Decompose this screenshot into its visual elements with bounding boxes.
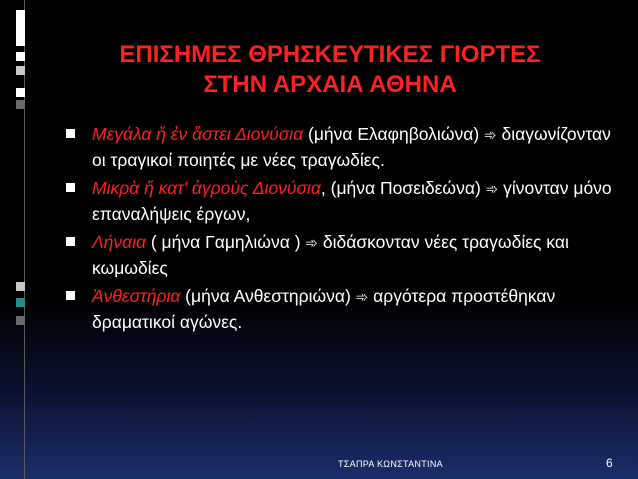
- arrow-icon: ➾: [485, 181, 499, 198]
- festival-month: , (μήνα Ποσειδεώνα): [320, 178, 486, 198]
- slide-decoration-strip: [16, 0, 26, 479]
- festival-month: (μήνα Ελαφηβολιώνα): [303, 124, 485, 144]
- footer-author: ΤΣΑΠΡΑ ΚΩΝΣΤΑΝΤΙΝΑ: [338, 459, 443, 469]
- festival-name: Ἀνθεστήρια: [92, 286, 181, 306]
- bullet-square-icon: [66, 291, 75, 300]
- arrow-icon: ➾: [484, 127, 497, 144]
- title-line-2: ΣΤΗΝ ΑΡΧΑΙΑ ΑΘΗΝΑ: [203, 71, 457, 98]
- festival-description: διαγωνίζονταν οι τραγικοί ποιητές με νέες τραγωδίες.: [92, 124, 611, 170]
- festival-name: Μικρὰ ἤ κατ' ἀγροὺς Διονύσια: [92, 178, 321, 198]
- slide-title: [60, 40, 600, 100]
- bullet-list: [64, 122, 624, 338]
- decoration-square: [16, 282, 25, 291]
- festival-description: διδάσκονταν νέες τραγωδίες και κωμωδίες: [92, 232, 569, 278]
- list-item: [64, 230, 624, 280]
- decoration-square: [16, 88, 25, 97]
- decoration-square: [16, 100, 25, 109]
- festival-name: Λήναια: [92, 232, 146, 252]
- list-item: [64, 284, 624, 334]
- bullet-square-icon: [66, 129, 75, 138]
- decoration-square: [16, 298, 25, 307]
- bullet-square-icon: [66, 237, 75, 246]
- decoration-block: [16, 10, 25, 46]
- decoration-square: [16, 52, 25, 61]
- decoration-square: [16, 66, 25, 75]
- title-line-1: ΕΠΙΣΗΜΕΣ ΘΡΗΣΚΕΥΤΙΚΕΣ ΓΙΟΡΤΕΣ: [119, 41, 541, 68]
- festival-description: γίνονταν μόνο επαναλήψεις έργων,: [92, 178, 612, 224]
- festival-month: ( μήνα Γαμηλιώνα ): [146, 232, 306, 252]
- festival-name: Μεγάλα ἤ ἐν ἄστει Διονύσια: [92, 124, 304, 144]
- list-item: [64, 122, 624, 172]
- festival-description: αργότερα προστέθηκαν δραματικοί αγώνες.: [92, 286, 556, 332]
- festival-month: (μήνα Ανθεστηριώνα): [180, 286, 356, 306]
- bullet-square-icon: [66, 183, 75, 192]
- list-item: [64, 176, 624, 226]
- arrow-icon: ➾: [305, 235, 318, 252]
- decoration-square: [16, 316, 25, 325]
- slide-number: 6: [606, 456, 613, 470]
- arrow-icon: ➾: [355, 289, 369, 306]
